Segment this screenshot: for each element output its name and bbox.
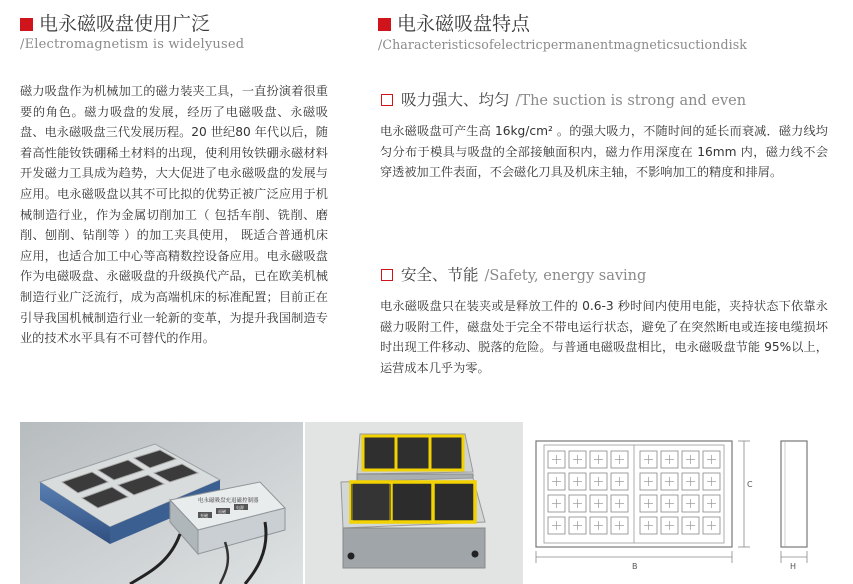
- feature-title-cn: 安全、节能: [401, 266, 479, 284]
- feature-title-suction: [381, 88, 746, 110]
- red-square-icon: [378, 18, 391, 31]
- controller-label: 电永磁吸盘充退磁控制器: [198, 498, 259, 504]
- feature-title-en: /Safety, energy saving: [484, 268, 647, 284]
- left-title-text: 电永磁吸盘使用广泛: [39, 13, 211, 35]
- dimension-h-label: H: [790, 562, 797, 571]
- red-square-icon: [20, 18, 33, 31]
- dimension-b-label: B: [632, 562, 638, 571]
- product-photo-blocks: [305, 422, 523, 584]
- feature-title-cn: 吸力强大、均匀: [401, 91, 510, 109]
- dimension-drawing: [528, 427, 848, 584]
- red-checkbox-icon: [381, 94, 393, 106]
- right-section-title: [378, 9, 530, 36]
- left-section-subtitle: /Electromagnetism is widelyused: [20, 37, 245, 52]
- controller-button-discharge: 退磁: [218, 509, 226, 514]
- right-section-subtitle: /Characteristicsofelectricpermanentmagneticsuctiondisk: [378, 37, 748, 52]
- controller-button-power: 电源: [236, 505, 244, 510]
- dimension-c-label: C: [747, 480, 753, 489]
- right-title-text: 电永磁吸盘特点: [397, 13, 531, 35]
- feature-text-suction: 电永磁吸盘可产生高 16kg/cm² 。的强大吸力，不随时间的延长而衰减．磁力线均匀分布于模具与吸盘的全部接触面积内，磁力作用深度在 16mm 内，磁力线不会穿透被加工件表面，不会磁化刀具及机床主轴，不影响加工的精度和排屑。: [380, 124, 828, 180]
- feature-text-safety: 电永磁吸盘只在装夹或是释放工件的 0.6-3 秒时间内使用电能，夹持状态下依靠永磁力吸附工件，磁盘处于完全不带电运行状态，避免了在突然断电或连接电缆损坏时出现工件移动、脱落的危险。与普通电磁吸盘相比，电永磁吸盘节能 95%以上，运营成本几乎为零。: [380, 299, 828, 375]
- left-section-title: [20, 9, 210, 36]
- left-paragraph: 磁力吸盘作为机械加工的磁力装夹工具，一直扮演着很重要的角色。磁力吸盘的发展，经历了电磁吸盘、永磁吸盘、电永磁吸盘三代发展历程。20 世纪80 年代以后，随着高性能钕铁硼稀土材料的出现，使利用钕铁硼永磁材料开发磁力工具成为趋势，大大促进了电永磁吸盘的发展与应用。电永磁吸盘以其不可比拟的优势正被广泛应用于机械制造行业，作为金属切削加工（ 包括车削、铣削、磨削、刨削、钻削等 ）的加工夹具使用， 既适合普通机床应用，也适合加工中心等高精数控设备应用。电永磁吸盘作为电磁吸盘、永磁吸盘的升级换代产品，已在欧美机械制造行业广泛流行，成为高端机床的标准配置；目前正在引导我国机械制造行业一轮新的变革，为提升我国制造专业的技术水平具有不可替代的作用。: [20, 84, 328, 346]
- controller-button-charge: 充磁: [200, 513, 208, 518]
- product-photo-chuck: [20, 422, 303, 584]
- feature-title-safety: [381, 263, 646, 285]
- feature-title-en: /The suction is strong and even: [515, 93, 747, 109]
- red-checkbox-icon: [381, 269, 393, 281]
